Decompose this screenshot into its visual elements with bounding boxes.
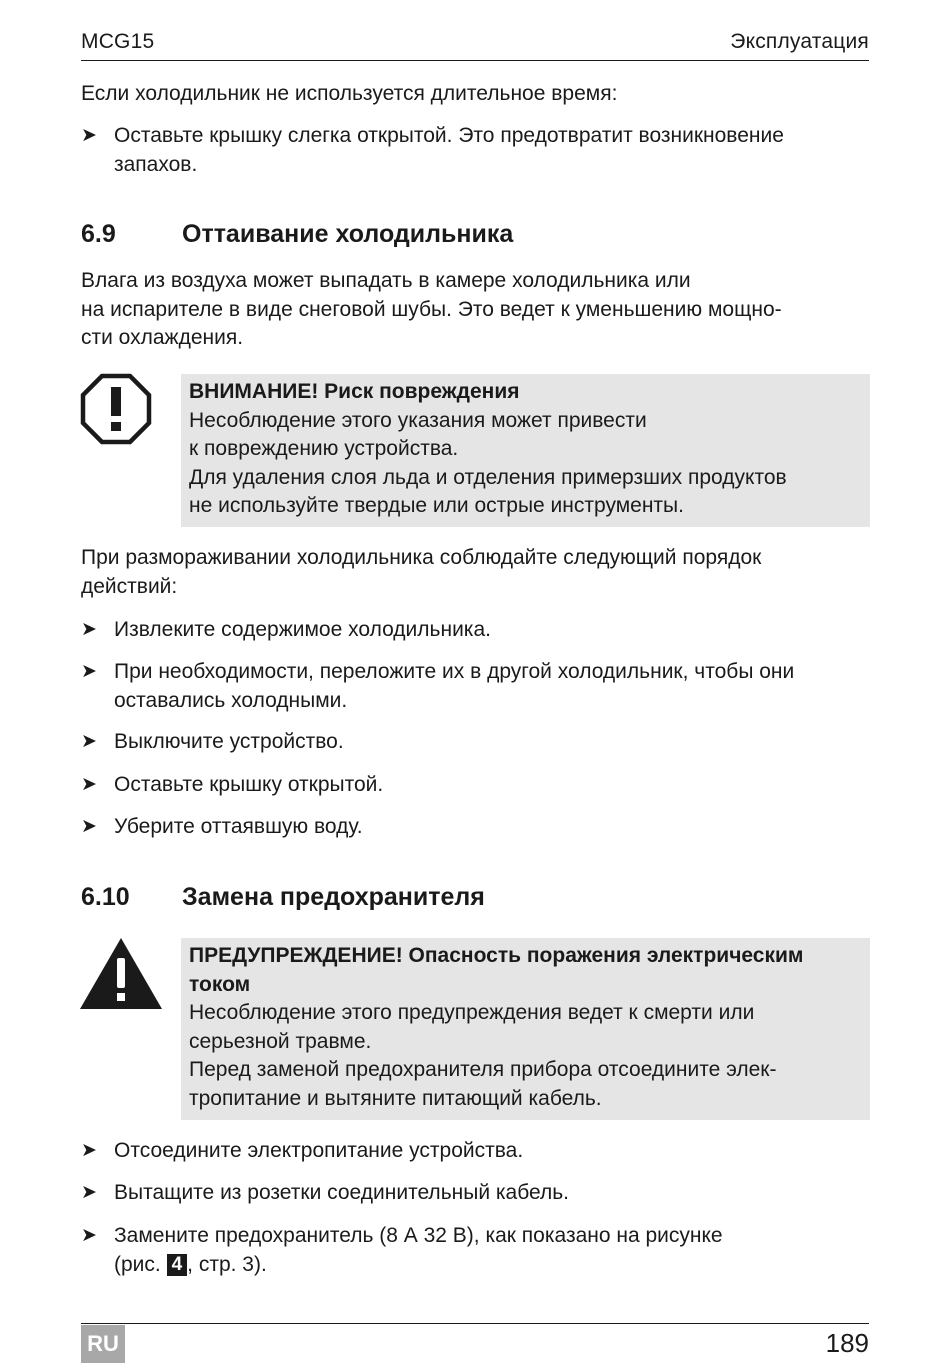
warning-title: током xyxy=(189,972,251,996)
paragraph-line: При размораживании холодильника соблюдайте следующий порядок xyxy=(81,546,762,569)
step-text: Замените предохранитель (8 А 32 В), как показано на рисунке xyxy=(114,1224,723,1247)
intro-bullet-line: запахов. xyxy=(114,152,198,176)
step-text: Вытащите из розетки соединительный кабель. xyxy=(114,1181,570,1204)
header-divider xyxy=(81,60,869,61)
bullet-arrow-icon: ➤ xyxy=(81,774,97,795)
warning-triangle-icon xyxy=(80,938,162,1010)
section-number: 6.10 xyxy=(81,883,130,911)
header-model: MCG15 xyxy=(81,30,155,53)
warning-line: серьезной травме. xyxy=(189,1029,372,1053)
step-item xyxy=(81,1222,871,1279)
footer-divider xyxy=(81,1323,869,1324)
notice-line: к повреждению устройства. xyxy=(189,437,459,460)
bullet-arrow-icon: ➤ xyxy=(81,1225,97,1246)
step-text: Отсоедините электропитание устройства. xyxy=(114,1139,524,1162)
paragraph-line: сти охлаждения. xyxy=(81,326,244,349)
bullet-arrow-icon: ➤ xyxy=(81,731,97,752)
section-title: Оттаивание холодильника xyxy=(182,220,514,248)
attention-octagon-icon xyxy=(80,373,152,445)
section-heading-6-9 xyxy=(81,220,513,249)
bullet-arrow-icon: ➤ xyxy=(81,1140,97,1161)
section-title: Замена предохранителя xyxy=(182,883,485,911)
warning-line: Перед заменой предохранителя прибора отсоедините элек- xyxy=(189,1058,777,1081)
notice-title: ВНИМАНИЕ! Риск повреждения xyxy=(189,380,520,403)
intro-bullet xyxy=(81,122,871,179)
figure-ref-suffix: , стр. 3). xyxy=(187,1252,267,1276)
paragraph-line: Влага из воздуха может выпадать в камере холодильника или xyxy=(81,269,691,292)
warning-line: тропитание и вытяните питающий кабель. xyxy=(189,1086,602,1110)
section-heading-6-10 xyxy=(81,883,485,912)
step-text: Извлеките содержимое холодильника. xyxy=(114,618,491,641)
step-text: Уберите оттаявшую воду. xyxy=(114,815,363,838)
bullet-arrow-icon: ➤ xyxy=(81,1182,97,1203)
intro-text: Если холодильник не используется длительное время: xyxy=(81,82,618,105)
step-item xyxy=(81,771,871,800)
bullet-arrow-icon: ➤ xyxy=(81,125,97,146)
warning-line: Несоблюдение этого предупреждения ведет к смерти или xyxy=(189,1001,755,1024)
warning-title: ПРЕДУПРЕЖДЕНИЕ! Опасность поражения электрическим xyxy=(189,944,804,967)
warning-notice xyxy=(181,938,870,1120)
bullet-arrow-icon: ➤ xyxy=(81,816,97,837)
notice-line: не используйте твердые или острые инструменты. xyxy=(189,494,684,517)
step-item xyxy=(81,616,871,645)
figure-ref-prefix: (рис. xyxy=(114,1252,167,1276)
step-item xyxy=(81,1179,871,1208)
instructions-intro xyxy=(81,544,871,601)
attention-notice xyxy=(181,374,870,527)
step-item xyxy=(81,813,871,842)
intro-bullet-line: Оставьте крышку слегка открытой. Это предотвратит возникновение xyxy=(114,124,784,147)
paragraph-line: на испарителе в виде снеговой шубы. Это ведет к уменьшению мощно- xyxy=(81,297,782,321)
section-6-9-paragraph xyxy=(81,267,871,353)
bullet-arrow-icon: ➤ xyxy=(81,619,97,640)
step-item xyxy=(81,728,871,757)
step-text-figure-ref xyxy=(114,1251,871,1280)
step-text: Выключите устройство. xyxy=(114,730,344,753)
paragraph-line: действий: xyxy=(81,574,178,598)
language-badge: RU xyxy=(81,1325,125,1363)
step-item xyxy=(81,1137,871,1166)
header-section: Эксплуатация xyxy=(730,30,869,53)
notice-line: Несоблюдение этого указания может привести xyxy=(189,408,647,432)
step-text: Оставьте крышку открытой. xyxy=(114,773,384,796)
bullet-arrow-icon: ➤ xyxy=(81,661,97,682)
step-item xyxy=(81,658,871,715)
notice-line: Для удаления слоя льда и отделения примерзших продуктов xyxy=(189,465,787,489)
section-number: 6.9 xyxy=(81,220,116,248)
step-text: оставались холодными. xyxy=(114,688,348,712)
page-number: 189 xyxy=(825,1328,869,1358)
step-text: При необходимости, переложите их в другой холодильник, чтобы они xyxy=(114,660,795,683)
figure-number-badge: 4 xyxy=(167,1254,188,1276)
